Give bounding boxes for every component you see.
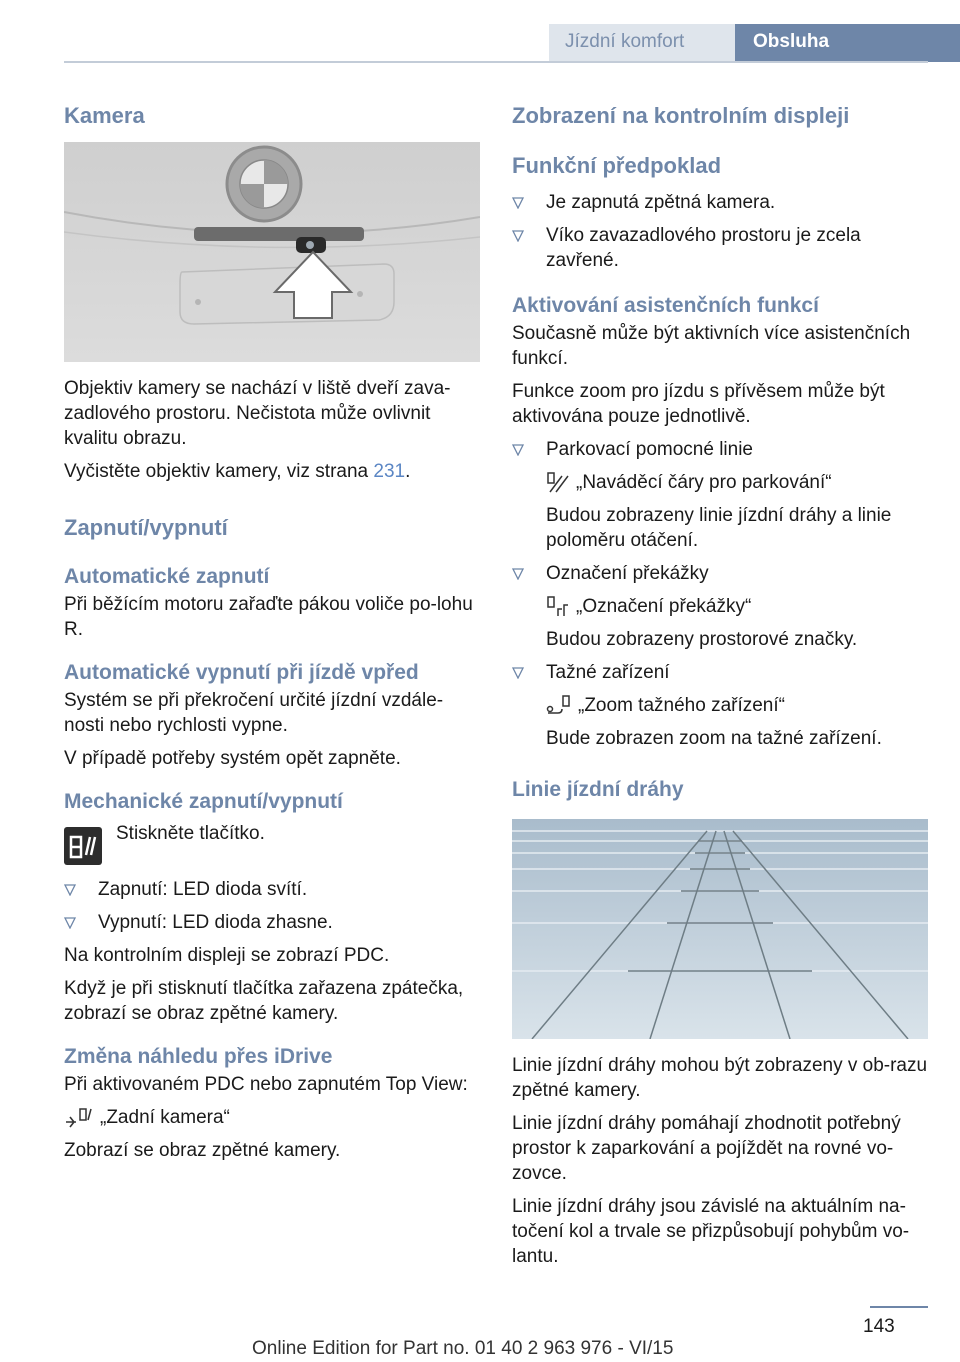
idrive-result: Zobrazí se obraz zpětné kamery. [64, 1140, 341, 1161]
assist-item-desc: Budou zobrazeny prostorové značky. [546, 629, 858, 650]
camera-heading: Kamera [64, 103, 145, 128]
rear-camera-icon [64, 1106, 94, 1130]
clean-suffix: . [405, 461, 411, 482]
obstacle-marking-icon [546, 596, 570, 618]
auto-on-text: Při běžícím motoru zařaďte pákou voliče po-lohu R. [64, 594, 473, 640]
lanes-text-3: Linie jízdní dráhy jsou závislé na aktuálním na-točení kol a trvale se přizpůsobují pohybům vo-lantu. [512, 1196, 910, 1267]
bullet-triangle-icon [512, 667, 524, 679]
manual-heading: Mechanické zapnutí/vypnutí [64, 790, 343, 813]
header-section-label: Jízdní komfort [565, 31, 685, 52]
assist-item-desc: Bude zobrazen zoom na tažné zařízení. [546, 728, 882, 749]
logo-emblem [227, 147, 301, 221]
parking-lines-icon [546, 472, 570, 494]
display-text: Na kontrolním displeji se zobrazí PDC. [64, 945, 390, 966]
assist-heading: Aktivování asistenčních funkcí [512, 294, 819, 317]
lanes-heading: Linie jízdní dráhy [512, 778, 684, 801]
assist-item-label: Parkovací pomocné linie [546, 439, 753, 460]
idrive-menu-label: „Zadní kamera“ [100, 1107, 230, 1128]
manual-list-text: Zapnutí: LED dioda svítí. [98, 879, 308, 900]
auto-off-heading: Automatické vypnutí při jízdě vpřed [64, 661, 419, 684]
manual-list-text: Vypnutí: LED dioda zhasne. [98, 912, 333, 933]
assist-item-menu: „Označení překážky“ [576, 596, 752, 617]
assist-item-menu-row [512, 470, 928, 495]
edition-footer: Online Edition for Part no. 01 40 2 963 976 - VI/15 [252, 1338, 674, 1359]
clean-text [64, 459, 480, 484]
bullet-triangle-icon [64, 884, 76, 896]
lanes-text-1: Linie jízdní dráhy mohou být zobrazeny v ob-razu zpětné kamery. [512, 1055, 928, 1101]
idrive-text: Při aktivovaném PDC nebo zapnutém Top View: [64, 1074, 468, 1095]
onoff-heading: Zapnutí/vypnutí [64, 515, 228, 540]
camera-photo [64, 142, 480, 362]
assist-item-menu-row [512, 693, 928, 718]
display-heading: Zobrazení na kontrolním displeji [512, 103, 850, 128]
assist-item-label: Označení překážky [546, 563, 709, 584]
page-link[interactable]: 231 [373, 461, 406, 482]
prereq-list-item [512, 190, 928, 215]
pdc-button-icon [64, 827, 102, 865]
bullet-triangle-icon [512, 230, 524, 242]
lanes-text-2: Linie jízdní dráhy pomáhají zhodnotit potřebný prostor k zaparkování a pojíždět na rovné vo-zovce. [512, 1113, 901, 1184]
footer-rule [870, 1306, 928, 1308]
page-number: 143 [863, 1316, 895, 1337]
manual-list-item [64, 910, 480, 935]
assist-item-menu: „Zoom tažného zařízení“ [578, 695, 785, 716]
auto-off-text: Systém se při překročení určité jízdní vzdále-nosti nebo rychlosti vypne. [64, 690, 444, 736]
header-rule [64, 61, 928, 63]
lanes-illustration [512, 819, 928, 1039]
left-column [64, 100, 480, 1163]
clean-prefix: Vyčistěte objektiv kamery, viz strana [64, 461, 374, 482]
assist-text-2: Funkce zoom pro jízdu s přívěsem může být aktivována pouze jednotlivě. [512, 381, 885, 427]
reverse-text: Když je při stisknutí tlačítka zařazena zpátečka, zobrazí se obraz zpětné kamery. [64, 978, 464, 1024]
auto-on-heading: Automatické zapnutí [64, 565, 270, 588]
auto-off-text-2: V případě potřeby systém opět zapněte. [64, 748, 401, 769]
idrive-heading: Změna náhledu přes iDrive [64, 1045, 333, 1068]
assist-list-item [512, 437, 928, 462]
assist-text-1: Současně může být aktivních více asistenčních funkcí. [512, 323, 911, 369]
camera-text: Objektiv kamery se nachází v liště dveří zava-zadlového prostoru. Nečistota může ovlivnit kvalitu obrazu. [64, 378, 451, 449]
prereq-list-text: Je zapnutá zpětná kamera. [546, 192, 776, 213]
bullet-triangle-icon [512, 444, 524, 456]
assist-item-desc: Budou zobrazeny linie jízdní dráhy a linie poloměru otáčení. [546, 505, 892, 551]
idrive-menu-row [64, 1105, 480, 1130]
prereq-heading: Funkční předpoklad [512, 153, 722, 178]
assist-item-label: Tažné zařízení [546, 662, 670, 683]
bullet-triangle-icon [512, 197, 524, 209]
prereq-list-item [512, 223, 928, 273]
prereq-list-text: Víko zavazadlového prostoru je zcela zavřené. [546, 225, 861, 271]
right-column [512, 100, 928, 1269]
manual-text: Stiskněte tlačítko. [116, 823, 265, 844]
assist-item-menu: „Naváděcí čáry pro parkování“ [576, 472, 832, 493]
bullet-triangle-icon [512, 568, 524, 580]
bullet-triangle-icon [64, 917, 76, 929]
header-chapter-label: Obsluha [753, 31, 830, 52]
assist-item-menu-row [512, 594, 928, 619]
manual-row [64, 821, 480, 869]
tow-hitch-zoom-icon [546, 695, 572, 717]
manual-list-item [64, 877, 480, 902]
assist-list-item [512, 660, 928, 685]
assist-list-item [512, 561, 928, 586]
